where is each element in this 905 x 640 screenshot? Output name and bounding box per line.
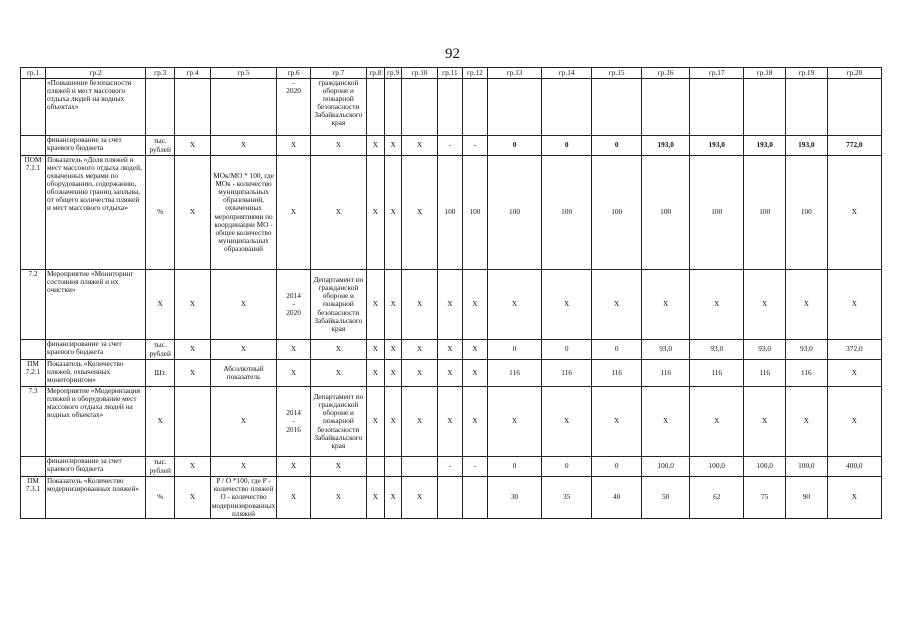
cell-gr15: 100 — [592, 156, 642, 270]
cell-gr14: X — [542, 270, 592, 340]
header-row — [21, 68, 882, 79]
header-cell: гр.10 — [402, 68, 437, 79]
cell-gr14: 0 — [542, 340, 592, 360]
cell-gr20: X — [827, 387, 881, 457]
cell-gr5: X — [210, 387, 277, 457]
cell-gr15: 0 — [592, 340, 642, 360]
cell-gr13 — [487, 79, 541, 136]
cell-gr10 — [402, 457, 437, 477]
cell-gr9: X — [384, 360, 402, 387]
cell-gr4: X — [175, 457, 210, 477]
cell-gr8: X — [367, 360, 385, 387]
table-row — [21, 387, 882, 457]
cell-gr8: X — [367, 270, 385, 340]
cell-gr1 — [21, 79, 46, 136]
cell-gr8: X — [367, 136, 385, 156]
cell-gr17: 93,0 — [690, 340, 744, 360]
cell-gr9: X — [384, 387, 402, 457]
cell-gr4: X — [175, 477, 210, 519]
header-cell: гр.17 — [690, 68, 744, 79]
header-cell: гр.13 — [487, 68, 541, 79]
header-cell: гр.6 — [277, 68, 310, 79]
cell-gr12 — [462, 477, 487, 519]
cell-gr9: X — [384, 156, 402, 270]
cell-gr17: 100,0 — [690, 457, 744, 477]
header-cell: гр.3 — [146, 68, 175, 79]
cell-gr11: X — [437, 270, 462, 340]
page-number: 92 — [445, 46, 460, 62]
cell-gr13: 116 — [487, 360, 541, 387]
cell-gr4: X — [175, 270, 210, 340]
cell-gr8: X — [367, 477, 385, 519]
cell-gr15: X — [592, 270, 642, 340]
cell-gr6: 2014 - 2016 — [277, 387, 310, 457]
cell-gr1: 7.2 — [21, 270, 46, 340]
cell-gr10: X — [402, 156, 437, 270]
header-cell: гр.4 — [175, 68, 210, 79]
cell-gr12: - — [462, 136, 487, 156]
cell-gr12: X — [462, 387, 487, 457]
cell-gr1: ПМ 7.2.1 — [21, 360, 46, 387]
cell-gr18: 100,0 — [744, 457, 786, 477]
table-row — [21, 340, 882, 360]
cell-gr3: % — [146, 156, 175, 270]
cell-gr10: X — [402, 270, 437, 340]
cell-gr8: X — [367, 340, 385, 360]
cell-gr16: 193,0 — [642, 136, 690, 156]
cell-gr8: X — [367, 156, 385, 270]
header-cell: гр.8 — [367, 68, 385, 79]
cell-gr20: X — [827, 156, 881, 270]
cell-gr8 — [367, 457, 385, 477]
cell-gr19: X — [786, 387, 828, 457]
cell-gr19: 193,0 — [786, 136, 828, 156]
cell-gr2: финансирование за счет краевого бюджета — [46, 457, 146, 477]
header-cell: гр.11 — [437, 68, 462, 79]
header-cell: гр.19 — [786, 68, 828, 79]
cell-gr3: тыс. рублей — [146, 340, 175, 360]
cell-gr12: 100 — [462, 156, 487, 270]
cell-gr19: 100 — [786, 156, 828, 270]
cell-gr10: X — [402, 340, 437, 360]
cell-gr20: 372,0 — [827, 340, 881, 360]
table-row — [21, 136, 882, 156]
cell-gr3: Шт. — [146, 360, 175, 387]
table-row — [21, 79, 882, 136]
table-row — [21, 360, 882, 387]
cell-gr14: 0 — [542, 136, 592, 156]
cell-gr11 — [437, 477, 462, 519]
cell-gr20 — [827, 79, 881, 136]
table-row — [21, 270, 882, 340]
cell-gr17: 116 — [690, 360, 744, 387]
cell-gr18: 116 — [744, 360, 786, 387]
cell-gr18: 75 — [744, 477, 786, 519]
cell-gr6: X — [277, 457, 310, 477]
program-table — [20, 67, 882, 519]
cell-gr15: 0 — [592, 457, 642, 477]
cell-gr4: X — [175, 340, 210, 360]
cell-gr6: 2014 - 2020 — [277, 270, 310, 340]
cell-gr20: 772,0 — [827, 136, 881, 156]
cell-gr13: X — [487, 270, 541, 340]
cell-gr11: X — [437, 387, 462, 457]
cell-gr16: 93,0 — [642, 340, 690, 360]
cell-gr7: X — [310, 457, 366, 477]
cell-gr3: X — [146, 270, 175, 340]
cell-gr2: Показатель «Доля пляжей и мест массового отдыха людей, охваченных мерами по оборудованию, содержанию, обозначению границ заплыва, от общего количества пляжей и мест массового отдыха» — [46, 156, 146, 270]
cell-gr19: 116 — [786, 360, 828, 387]
cell-gr5: X — [210, 340, 277, 360]
cell-gr18: 93,0 — [744, 340, 786, 360]
header-cell: гр.12 — [462, 68, 487, 79]
cell-gr5: Абсолютный показатель — [210, 360, 277, 387]
cell-gr5: X — [210, 457, 277, 477]
header-cell: гр.7 — [310, 68, 366, 79]
cell-gr12: X — [462, 270, 487, 340]
cell-gr15 — [592, 79, 642, 136]
table-row — [21, 156, 882, 270]
cell-gr9: X — [384, 477, 402, 519]
cell-gr3: тыс. рублей — [146, 457, 175, 477]
cell-gr10: X — [402, 136, 437, 156]
cell-gr10 — [402, 79, 437, 136]
cell-gr6: X — [277, 156, 310, 270]
cell-gr12: - — [462, 457, 487, 477]
cell-gr11: X — [437, 340, 462, 360]
cell-gr6: X — [277, 340, 310, 360]
cell-gr4: X — [175, 360, 210, 387]
cell-gr9: X — [384, 340, 402, 360]
cell-gr5: X — [210, 136, 277, 156]
cell-gr19: 93,0 — [786, 340, 828, 360]
cell-gr8: X — [367, 387, 385, 457]
header-cell: гр.20 — [827, 68, 881, 79]
cell-gr14: X — [542, 387, 592, 457]
cell-gr16: X — [642, 270, 690, 340]
cell-gr5 — [210, 79, 277, 136]
cell-gr12 — [462, 79, 487, 136]
header-cell: гр.16 — [642, 68, 690, 79]
cell-gr19: 90 — [786, 477, 828, 519]
cell-gr7: X — [310, 136, 366, 156]
cell-gr13: X — [487, 387, 541, 457]
cell-gr4 — [175, 79, 210, 136]
cell-gr11 — [437, 79, 462, 136]
cell-gr12: X — [462, 340, 487, 360]
cell-gr17: 100 — [690, 156, 744, 270]
header-cell: гр.15 — [592, 68, 642, 79]
header-cell: гр.1 — [21, 68, 46, 79]
cell-gr15: 40 — [592, 477, 642, 519]
cell-gr7: X — [310, 477, 366, 519]
cell-gr14: 0 — [542, 457, 592, 477]
cell-gr8 — [367, 79, 385, 136]
table-row — [21, 457, 882, 477]
cell-gr3: % — [146, 477, 175, 519]
cell-gr6: X — [277, 477, 310, 519]
cell-gr2: Показатель «Количество пляжей, охваченных мониторингом» — [46, 360, 146, 387]
cell-gr1: ПОМ 7.1.1 — [21, 156, 46, 270]
cell-gr6: - 2020 — [277, 79, 310, 136]
cell-gr3 — [146, 79, 175, 136]
cell-gr2: финансирование за счет краевого бюджета — [46, 340, 146, 360]
cell-gr12: X — [462, 360, 487, 387]
cell-gr13: 30 — [487, 477, 541, 519]
cell-gr20: X — [827, 477, 881, 519]
cell-gr11: - — [437, 457, 462, 477]
cell-gr16 — [642, 79, 690, 136]
header-cell: гр.5 — [210, 68, 277, 79]
cell-gr14: 100 — [542, 156, 592, 270]
table-body — [21, 68, 882, 519]
cell-gr14: 116 — [542, 360, 592, 387]
cell-gr3: тыс. рублей — [146, 136, 175, 156]
cell-gr4: X — [175, 136, 210, 156]
cell-gr19: 100,0 — [786, 457, 828, 477]
cell-gr18 — [744, 79, 786, 136]
header-cell: гр.9 — [384, 68, 402, 79]
cell-gr2: Мероприятие «Мониторинг состояния пляжей и их очистки» — [46, 270, 146, 340]
cell-gr1 — [21, 340, 46, 360]
header-cell: гр.14 — [542, 68, 592, 79]
cell-gr7: гражданской обороне и пожарной безопасности Забайкальского края — [310, 79, 366, 136]
cell-gr1 — [21, 136, 46, 156]
cell-gr17: X — [690, 270, 744, 340]
cell-gr13: 0 — [487, 340, 541, 360]
cell-gr7: X — [310, 360, 366, 387]
cell-gr18: 193,0 — [744, 136, 786, 156]
cell-gr4 — [175, 387, 210, 457]
cell-gr7: X — [310, 156, 366, 270]
cell-gr6: X — [277, 360, 310, 387]
header-cell: гр.18 — [744, 68, 786, 79]
cell-gr14: 35 — [542, 477, 592, 519]
cell-gr13: 0 — [487, 136, 541, 156]
cell-gr20: 400,0 — [827, 457, 881, 477]
cell-gr16: 50 — [642, 477, 690, 519]
cell-gr19: X — [786, 270, 828, 340]
cell-gr7: Департамент по гражданской обороне и пожарной безопасности Забайкальского края — [310, 387, 366, 457]
cell-gr4: X — [175, 156, 210, 270]
cell-gr5: МОк/МО * 100, где МОк - количество муниципальных образований, охваченных мероприятиями по координации МО - общее количество муниципальных образований — [210, 156, 277, 270]
cell-gr1: ПМ 7.3.1 — [21, 477, 46, 519]
cell-gr20: X — [827, 360, 881, 387]
cell-gr16: 100 — [642, 156, 690, 270]
cell-gr11: 100 — [437, 156, 462, 270]
cell-gr17 — [690, 79, 744, 136]
cell-gr1 — [21, 457, 46, 477]
cell-gr5: X — [210, 270, 277, 340]
cell-gr2: Показатель «Количество модернизированных пляжей» — [46, 477, 146, 519]
cell-gr10: X — [402, 360, 437, 387]
cell-gr13: 0 — [487, 457, 541, 477]
cell-gr16: 100,0 — [642, 457, 690, 477]
cell-gr11: - — [437, 136, 462, 156]
cell-gr20: X — [827, 270, 881, 340]
cell-gr1: 7.3 — [21, 387, 46, 457]
cell-gr17: X — [690, 387, 744, 457]
cell-gr3: X — [146, 387, 175, 457]
cell-gr2: финансирование за счет краевого бюджета — [46, 136, 146, 156]
cell-gr18: 100 — [744, 156, 786, 270]
cell-gr9: X — [384, 136, 402, 156]
cell-gr16: 116 — [642, 360, 690, 387]
cell-gr15: 116 — [592, 360, 642, 387]
cell-gr2: «Повышение безопасности пляжей и мест массового отдыха людей на водных объектах» — [46, 79, 146, 136]
cell-gr5: P / O *100, где P - количество пляжей O - количество модернизированных пляжей — [211, 476, 276, 518]
cell-gr15: 0 — [592, 136, 642, 156]
cell-gr14 — [542, 79, 592, 136]
cell-gr9 — [384, 79, 402, 136]
cell-gr10: X — [402, 387, 437, 457]
cell-gr19 — [786, 79, 828, 136]
cell-gr10: X — [402, 477, 437, 519]
cell-gr18: X — [744, 270, 786, 340]
cell-gr6: X — [277, 136, 310, 156]
cell-gr15: X — [592, 387, 642, 457]
cell-gr16: X — [642, 387, 690, 457]
cell-gr9 — [384, 457, 402, 477]
cell-gr17: 62 — [690, 477, 744, 519]
cell-gr9: X — [384, 270, 402, 340]
cell-gr18: X — [744, 387, 786, 457]
cell-gr7: Департамент по гражданской обороне и пожарной безопасности Забайкальского края — [310, 270, 366, 340]
cell-gr13: 100 — [487, 156, 541, 270]
cell-gr2: Мероприятие «Модернизация пляжей и оборудование мест массового отдыха людей на водных объектах» — [46, 387, 146, 457]
cell-gr17: 193,0 — [690, 136, 744, 156]
table-row — [21, 477, 882, 519]
cell-gr7: X — [310, 340, 366, 360]
header-cell: гр.2 — [46, 68, 146, 79]
cell-gr11: X — [437, 360, 462, 387]
